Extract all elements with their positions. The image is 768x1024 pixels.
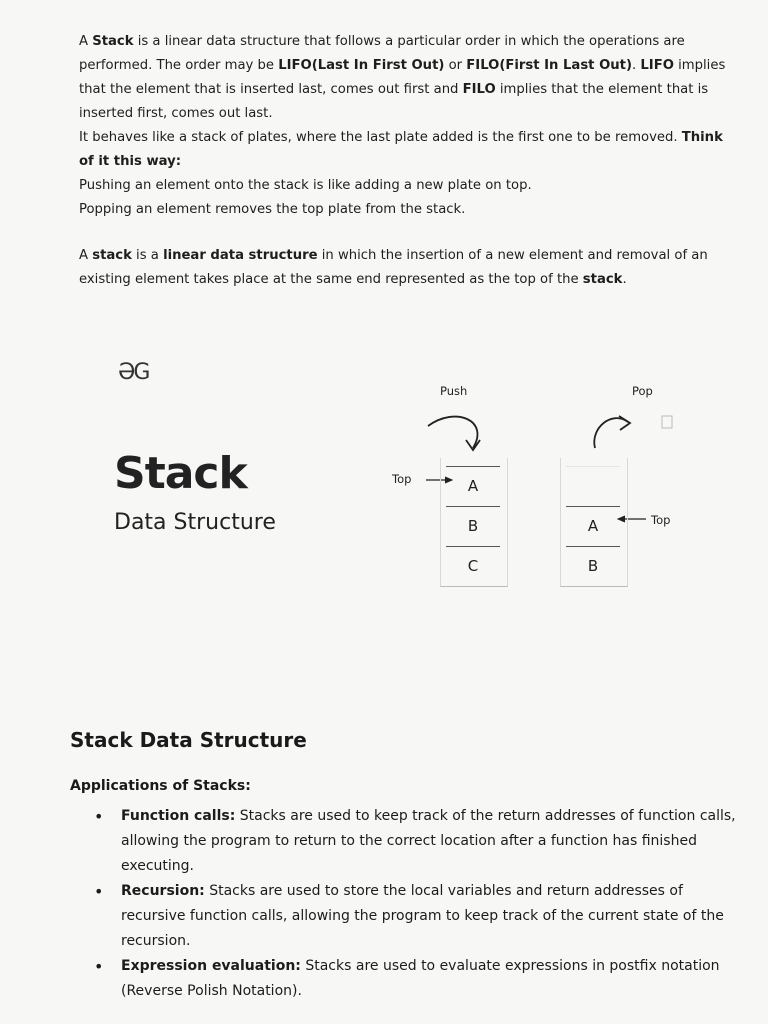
- top-label-right: Top: [651, 513, 671, 527]
- list-item-text: Stacks are used to keep track of the return addresses of function calls, allowing the program to return to the correct location after a function has finished executing.: [121, 808, 736, 874]
- list-item: [70, 954, 740, 1004]
- list-item-text: Stacks are used to store the local variables and return addresses of recursive function calls, allowing the program to keep track of the current state of the recursion.: [121, 883, 724, 949]
- text-run: LIFO(Last In First Out): [278, 58, 445, 73]
- gfg-logo-icon: ƏG: [118, 360, 149, 385]
- pop-arrow-icon: [594, 418, 628, 448]
- section-heading: Stack Data Structure: [70, 728, 307, 752]
- text-run: Stack: [92, 34, 134, 49]
- stack-figure: [100, 340, 700, 610]
- bullet-icon: •: [94, 807, 104, 826]
- text-run: .: [632, 58, 641, 73]
- list-item-term: Recursion:: [121, 883, 205, 899]
- text-run: A: [79, 248, 93, 263]
- text-run: in which the insertion of a new element and removal of an existing element takes place at the same end represented as the top of the: [79, 248, 708, 287]
- text-run: stack: [92, 248, 132, 263]
- applications-label: Applications of Stacks:: [70, 778, 251, 794]
- text-run: implies that the element that is inserted last, comes out first and: [79, 58, 726, 97]
- intro-paragraph-1: [79, 30, 729, 126]
- text-run: .: [622, 272, 627, 287]
- bullet-icon: •: [94, 957, 104, 976]
- text-run: is a linear data structure that follows a particular order in which the operations are performed. The order may be: [79, 34, 685, 73]
- text-run: stack: [582, 272, 623, 287]
- bullet-icon: •: [94, 882, 104, 901]
- intro-text: [79, 30, 729, 292]
- text-run: linear data structure: [163, 248, 318, 263]
- text-run: is a: [131, 248, 164, 263]
- list-item: [70, 804, 740, 879]
- text-run: implies that the element that is inserted first, comes out last.: [79, 82, 709, 121]
- list-item: [70, 879, 740, 954]
- list-item-term: Function calls:: [121, 808, 236, 824]
- left-stack-cell: B: [446, 506, 500, 545]
- text-run: Think of it this way:: [79, 130, 723, 169]
- intro-paragraph-3: Pushing an element onto the stack is like adding a new plate on top.: [79, 178, 532, 193]
- text-run: LIFO: [640, 58, 674, 73]
- right-stack-empty-slot: [566, 466, 620, 505]
- figure-subtitle: Data Structure: [114, 510, 276, 535]
- text-run: A: [79, 34, 93, 49]
- text-run: FILO: [462, 82, 496, 97]
- intro-paragraph-4: Popping an element removes the top plate from the stack.: [79, 202, 466, 217]
- list-item-term: Expression evaluation:: [121, 958, 301, 974]
- list-item-text: Stacks are used to evaluate expressions in postfix notation (Reverse Polish Notation).: [121, 958, 720, 999]
- pop-label: Pop: [632, 384, 653, 398]
- text-run: FILO(First In Last Out): [466, 58, 633, 73]
- applications-list: [70, 804, 740, 1004]
- push-arrow-icon: [428, 417, 477, 448]
- right-stack-cell: B: [566, 546, 620, 585]
- text-run: It behaves like a stack of plates, where the last plate added is the first one to be removed.: [79, 130, 682, 145]
- text-run: or: [444, 58, 467, 73]
- intro-paragraph-2: [79, 126, 729, 174]
- right-stack-cell: A: [566, 506, 620, 545]
- intro-paragraph-5: [79, 244, 729, 292]
- figure-title: Stack: [114, 448, 247, 499]
- push-label: Push: [440, 384, 468, 398]
- deco-mark-icon: [662, 416, 672, 428]
- top-label-left: Top: [392, 472, 412, 486]
- left-stack-cell: A: [446, 466, 500, 505]
- left-stack-cell: C: [446, 546, 500, 585]
